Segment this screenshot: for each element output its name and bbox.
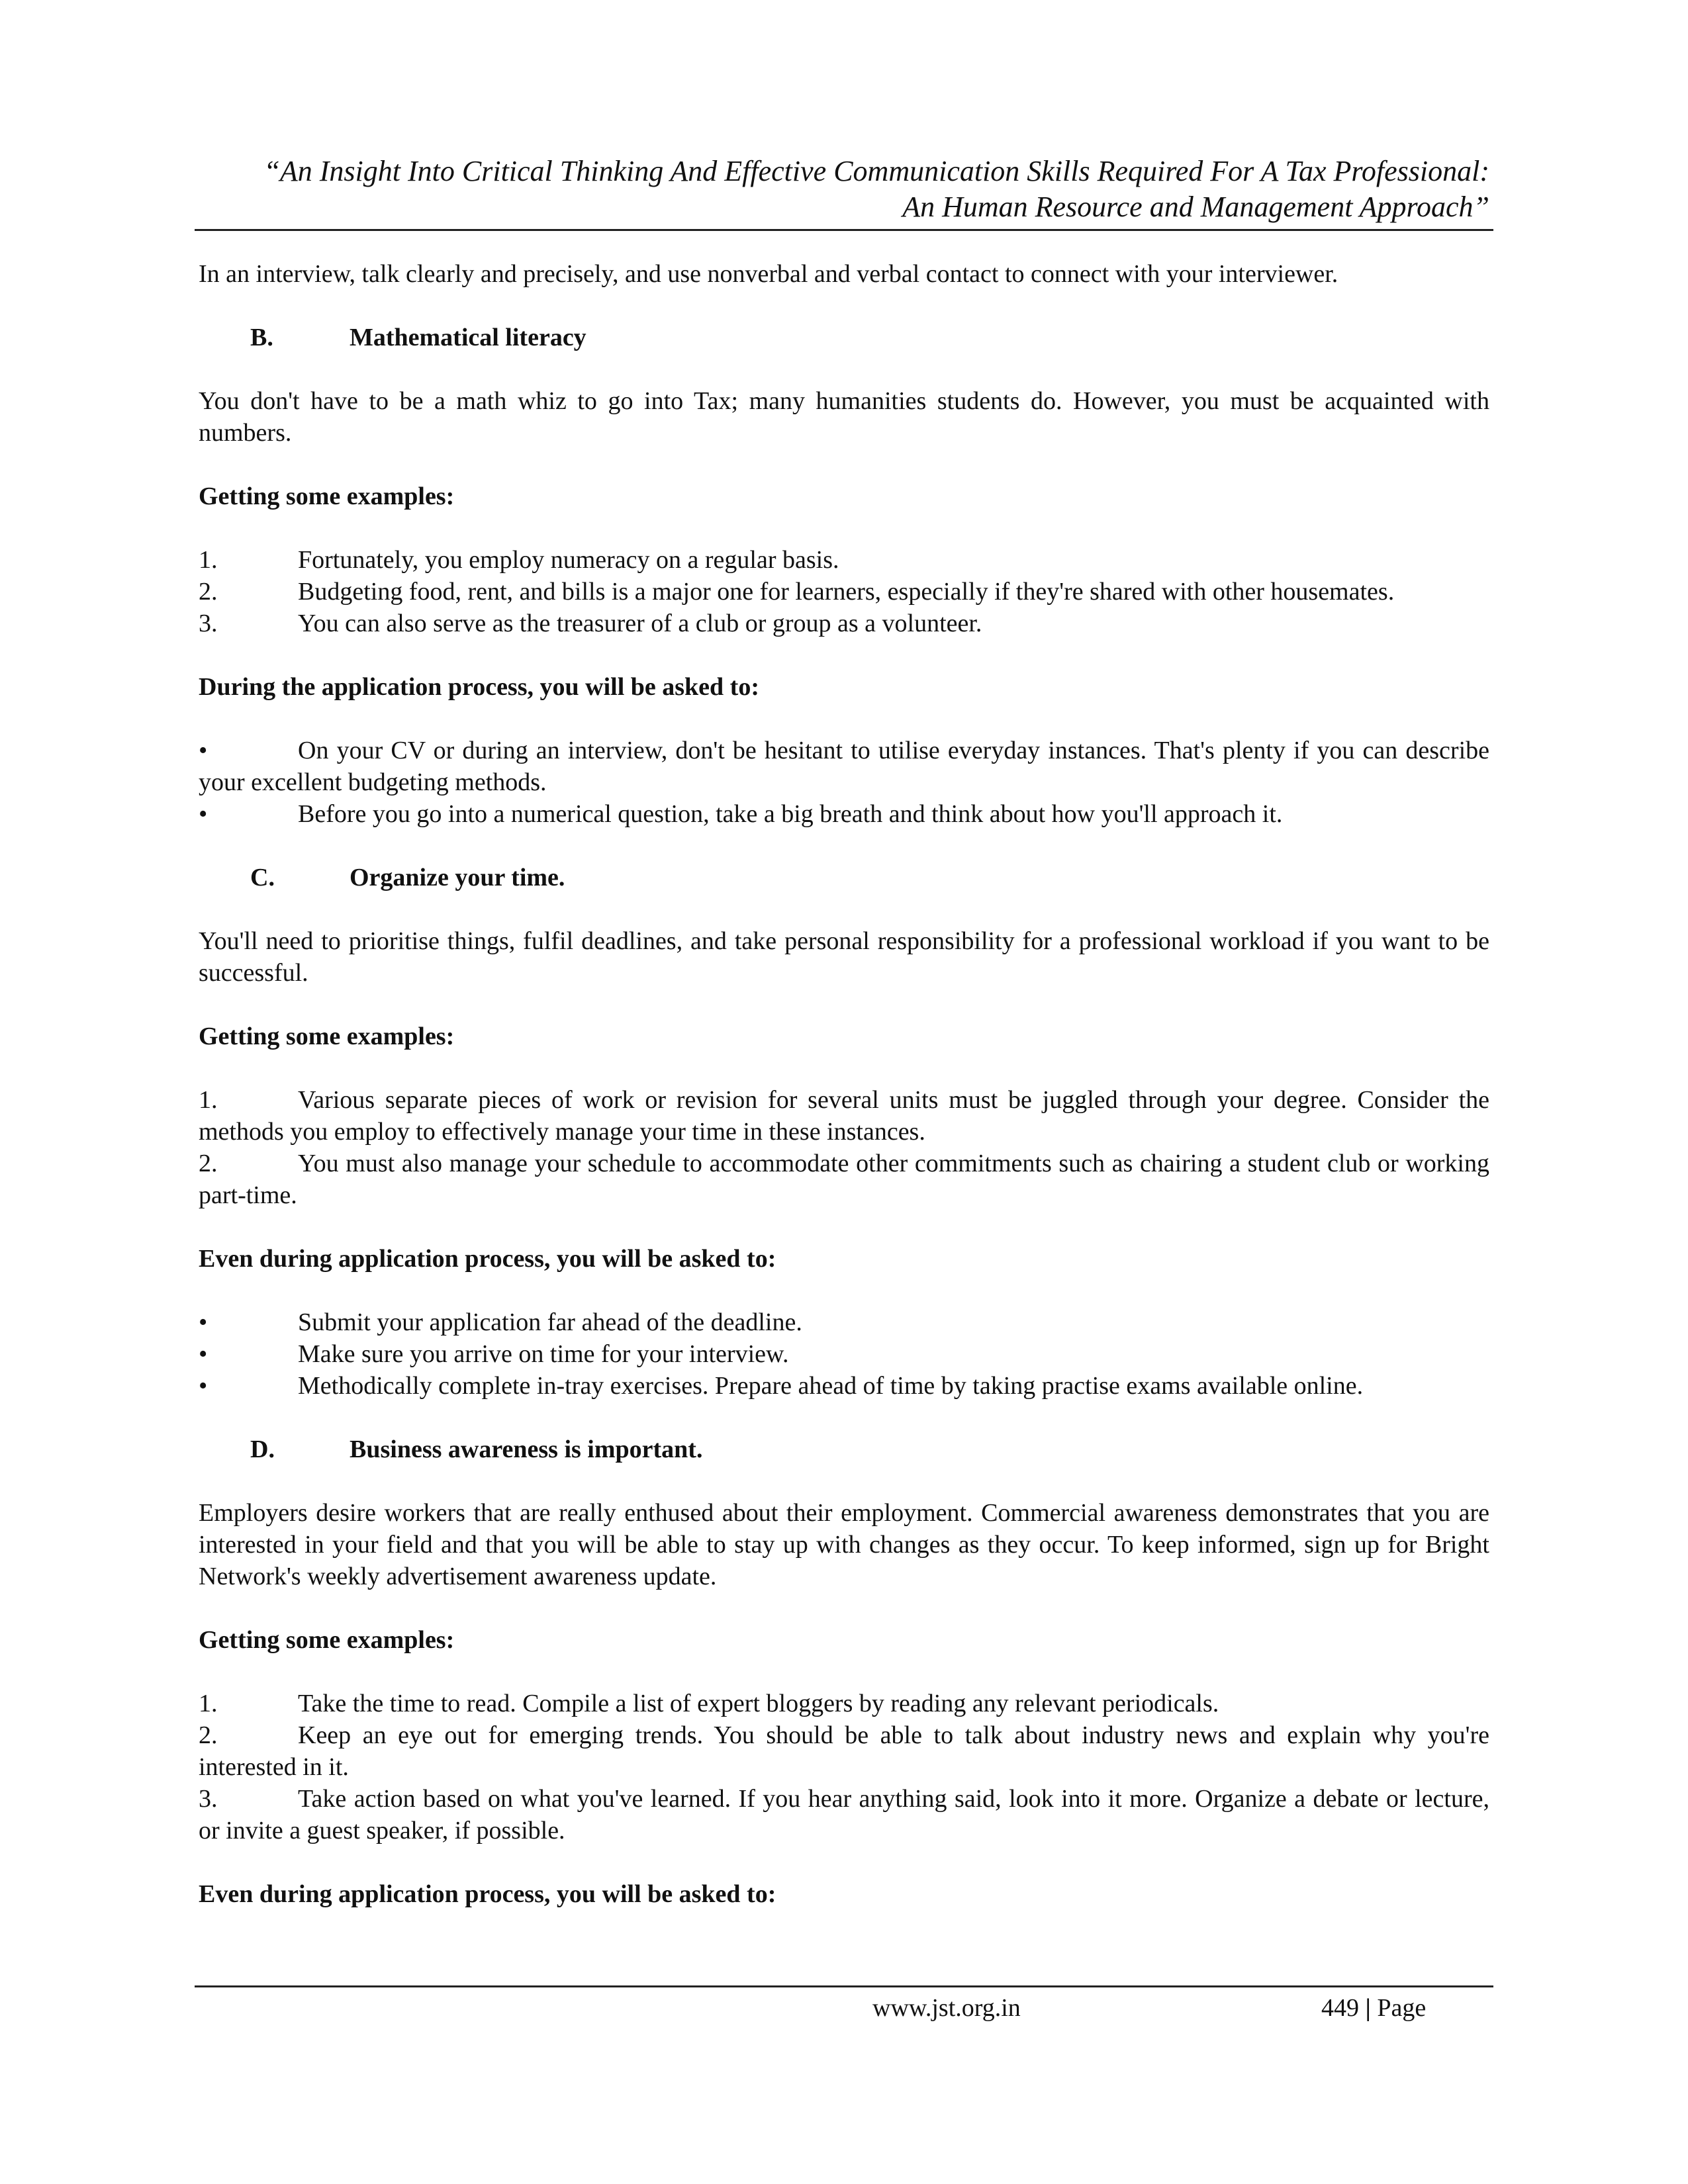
list-item-text: Make sure you arrive on time for your interview. <box>298 1340 789 1368</box>
footer-page-number <box>1321 1992 1426 2024</box>
list-item-text: Before you go into a numerical question, take a big breath and think about how you'll approach it. <box>298 800 1283 828</box>
list-item <box>199 1688 1489 1719</box>
footer-website: www.jst.org.in <box>872 1994 1021 2022</box>
bullet-marker: • <box>199 1372 208 1400</box>
bullet-marker: • <box>199 800 208 828</box>
list-item-text: Take action based on what you've learned. If you hear anything said, look into it more. Organize a debate or lecture, or invite a guest speaker, if possible. <box>199 1785 1489 1844</box>
section-c-asked-heading: Even during application process, you will be asked to: <box>199 1245 776 1273</box>
header-title-line-1: “An Insight Into Critical Thinking And Effective Communication Skills Required For A Tax Professional: <box>263 155 1489 187</box>
section-b-heading <box>199 322 1489 353</box>
section-d-heading <box>199 1433 1489 1465</box>
list-item <box>199 1783 1489 1846</box>
header-divider <box>195 229 1493 231</box>
list-marker: 2. <box>199 578 218 606</box>
list-item <box>199 1719 1489 1783</box>
section-c-examples-heading: Getting some examples: <box>199 1023 455 1050</box>
list-item <box>199 1306 1489 1338</box>
list-item-text: Take the time to read. Compile a list of expert bloggers by reading any relevant periodicals. <box>298 1690 1219 1717</box>
list-item <box>199 1084 1489 1148</box>
section-b-letter: B. <box>250 324 273 351</box>
bullet-marker: • <box>199 1308 208 1336</box>
list-item <box>199 735 1489 798</box>
list-item-text: You can also serve as the treasurer of a club or group as a volunteer. <box>298 610 982 637</box>
section-c-heading <box>199 862 1489 893</box>
header-title-line-2: An Human Resource and Management Approach” <box>902 191 1489 223</box>
section-d-examples-list <box>199 1688 1489 1846</box>
list-item <box>199 1338 1489 1370</box>
list-item-text: Fortunately, you employ numeracy on a regular basis. <box>298 546 839 574</box>
list-item-text: Various separate pieces of work or revision for several units must be juggled through your degree. Consider the methods you employ to effectively manage your time in these instances. <box>199 1086 1489 1146</box>
section-c-asked-list <box>199 1306 1489 1402</box>
footer-divider <box>195 1985 1493 1987</box>
running-header <box>195 154 1489 225</box>
section-c-examples-list <box>199 1084 1489 1211</box>
section-b-paragraph: You don't have to be a math whiz to go into Tax; many humanities students do. However, you must be acquainted with numbers. <box>199 387 1489 447</box>
list-item <box>199 1148 1489 1211</box>
list-marker: 1. <box>199 1086 218 1114</box>
list-marker: 2. <box>199 1721 218 1749</box>
section-c-paragraph: You'll need to prioritise things, fulfil deadlines, and take personal responsibility for a professional workload if you want to be successful. <box>199 927 1489 987</box>
page-number: 449 <box>1321 1994 1359 2022</box>
intro-paragraph: In an interview, talk clearly and precisely, and use nonverbal and verbal contact to connect with your interviewer. <box>199 260 1338 288</box>
section-d-asked-heading: Even during application process, you will be asked to: <box>199 1880 776 1908</box>
list-item-text: On your CV or during an interview, don't be hesitant to utilise everyday instances. That's plenty if you can describe your excellent budgeting methods. <box>199 737 1489 796</box>
list-item <box>199 576 1489 608</box>
list-marker: 3. <box>199 1785 218 1813</box>
list-item-text: Keep an eye out for emerging trends. You should be able to talk about industry news and explain why you're interested in it. <box>199 1721 1489 1781</box>
list-item <box>199 608 1489 639</box>
list-item-text: Budgeting food, rent, and bills is a major one for learners, especially if they're shared with other housemates. <box>298 578 1395 606</box>
bullet-marker: • <box>199 1340 208 1368</box>
section-d-letter: D. <box>250 1435 275 1463</box>
list-marker: 1. <box>199 546 218 574</box>
list-item <box>199 544 1489 576</box>
section-b-examples-list <box>199 544 1489 639</box>
page-separator: | <box>1365 1994 1371 2022</box>
section-c-title: Organize your time. <box>350 864 565 891</box>
bullet-marker: • <box>199 737 208 764</box>
list-marker: 1. <box>199 1690 218 1717</box>
list-item <box>199 798 1489 830</box>
list-item-text: Submit your application far ahead of the deadline. <box>298 1308 802 1336</box>
section-b-examples-heading: Getting some examples: <box>199 482 455 510</box>
page-body <box>199 258 1489 1910</box>
section-d-title: Business awareness is important. <box>350 1435 703 1463</box>
section-b-asked-heading: During the application process, you will be asked to: <box>199 673 759 701</box>
list-marker: 3. <box>199 610 218 637</box>
section-d-paragraph: Employers desire workers that are really enthused about their employment. Commercial awareness demonstrates that you are interested in your field and that you will be able to stay up with changes as they occur. To keep informed, sign up for Bright Network's weekly advertisement awareness update. <box>199 1499 1489 1590</box>
list-marker: 2. <box>199 1150 218 1177</box>
section-d-examples-heading: Getting some examples: <box>199 1626 455 1654</box>
section-b-title: Mathematical literacy <box>350 324 586 351</box>
page-label: Page <box>1377 1994 1427 2022</box>
section-c-letter: C. <box>250 864 275 891</box>
section-b-asked-list <box>199 735 1489 830</box>
list-item-text: Methodically complete in-tray exercises. Prepare ahead of time by taking practise exams available online. <box>298 1372 1364 1400</box>
list-item <box>199 1370 1489 1402</box>
list-item-text: You must also manage your schedule to accommodate other commitments such as chairing a student club or working part-time. <box>199 1150 1489 1209</box>
